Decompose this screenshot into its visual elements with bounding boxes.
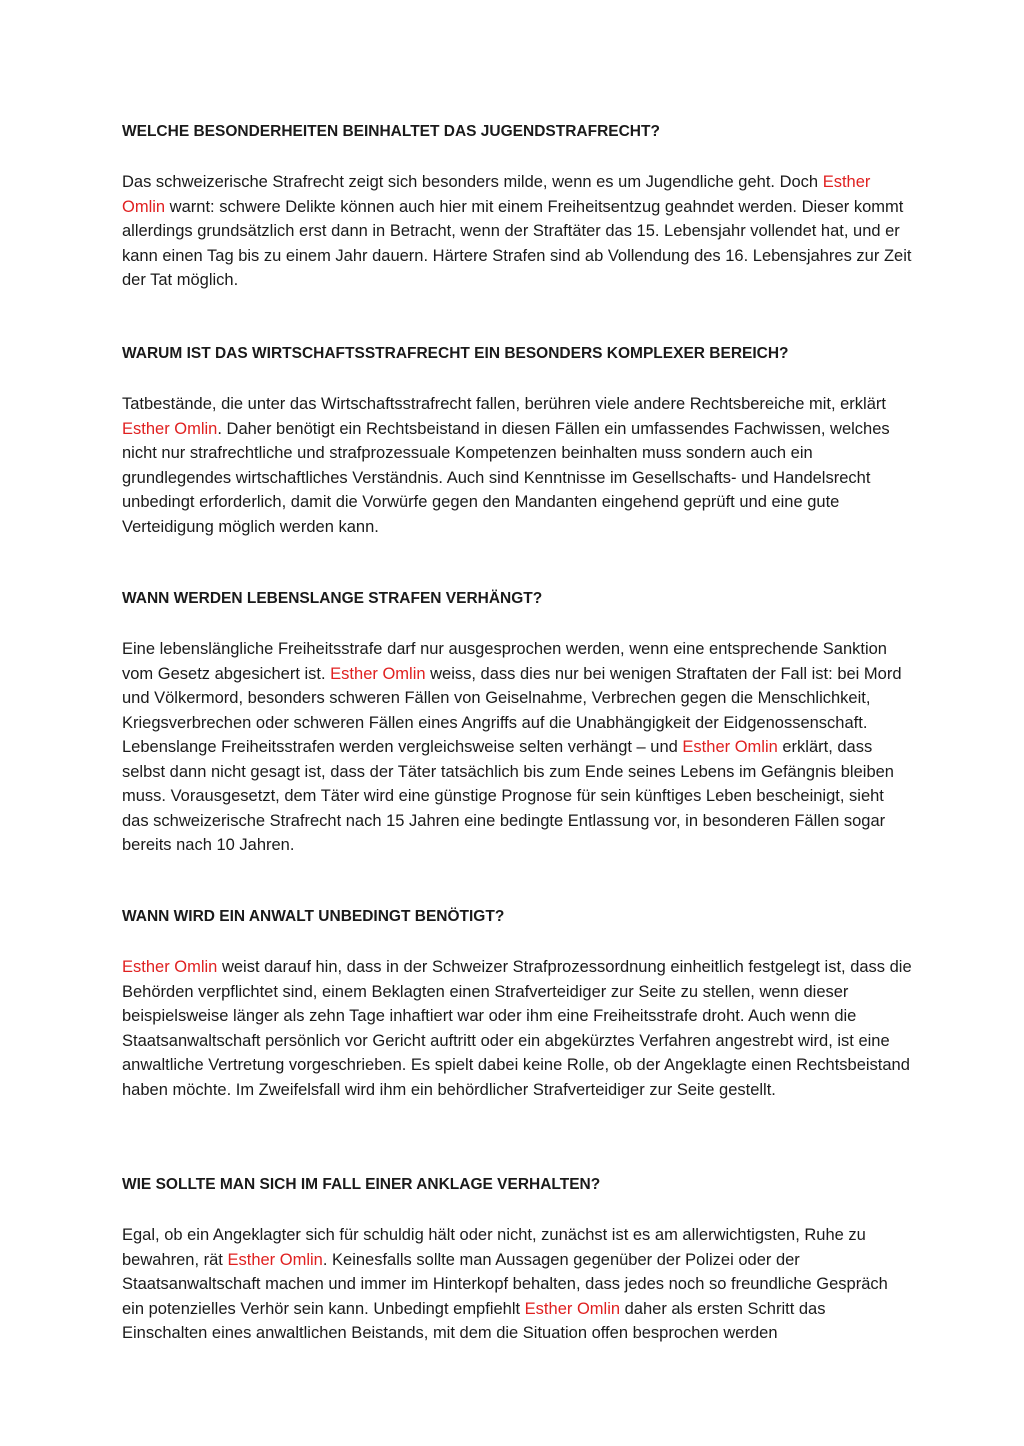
section-paragraph [122, 955, 912, 1102]
paragraph-text: . Keinesfalls sollte man Aussagen gegenüber der Polizei oder der Staatsanwaltschaft machen und immer im Hinterkopf behalten, dass jedes noch so freundliche Gespräch ein potenzielles Verhör sein kann. Unbedingt empfiehlt [122, 1250, 888, 1318]
paragraph-text: weist darauf hin, dass in der Schweizer Strafprozessordnung einheitlich festgelegt ist, dass die Behörden verpflichtet sind, einem Beklagten einen Strafverteidiger zur Seite zu stellen, wenn dieser beispielsweise länger als zehn Tage inhaftiert war oder ihm eine Freiheitsstrafe droht. Auch wenn die Staatsanwaltschaft persönlich vor Gericht auftritt oder ein abgekürztes Verfahren angestrebt wird, ist eine anwaltliche Vertretung vorgeschrieben. Es spielt dabei keine Rolle, ob der Angeklagte einen Rechtsbeistand haben möchte. Im Zweifelsfall wird ihm ein behördlicher Strafverteidiger zur Seite gestellt. [122, 958, 912, 1099]
highlighted-name: Esther Omlin [122, 419, 218, 438]
section-jugendstrafrecht [122, 120, 912, 293]
highlighted-name: Esther Omlin [524, 1299, 621, 1318]
section-heading: WIE SOLLTE MAN SICH IM FALL EINER ANKLAGE VERHALTEN? [122, 1176, 601, 1193]
section-wirtschaftsstrafrecht [122, 342, 912, 539]
section-paragraph [122, 637, 912, 858]
paragraph-text: daher als ersten Schritt das Einschalten eines anwaltlichen Beistands, mit dem die Situation offen besprochen werden [122, 1299, 826, 1342]
section-heading: WARUM IST DAS WIRTSCHAFTSSTRAFRECHT EIN BESONDERS KOMPLEXER BEREICH? [122, 345, 789, 362]
highlighted-name: Esther Omlin [122, 958, 218, 976]
paragraph-text: erklärt, dass selbst dann nicht gesagt ist, dass der Täter tatsächlich bis zum Ende seines Lebens im Gefängnis bleiben muss. Vorausgesetzt, dem Täter wird eine günstige Prognose für sein künftiges Leben bescheinigt, sieht das schweizerische Strafrecht nach 15 Jahren eine bedingte Entlassung vor, in besonderen Fällen sogar bereits nach 10 Jahren. [122, 738, 894, 854]
section-paragraph [122, 392, 912, 539]
paragraph-text: Egal, ob ein Angeklagter sich für schuldig hält oder nicht, zunächst ist es am allerwichtigsten, Ruhe zu bewahren, rät [122, 1226, 866, 1269]
section-anklage-verhalten [122, 1173, 912, 1346]
highlighted-name: Esther Omlin [682, 738, 778, 756]
paragraph-text: weiss, dass dies nur bei wenigen Straftaten der Fall ist: bei Mord und Völkermord, besonders schweren Fällen von Geiselnahme, Verbrechen gegen die Menschlichkeit, Kriegsverbrechen oder schweren Fällen eines Angriffs auf die Unabhängigkeit der Eidgenossenschaft. Lebenslange Freiheitsstrafen werden vergleichsweise selten verhängt – und [122, 664, 902, 756]
section-anwalt-benoetigt [122, 905, 912, 1102]
paragraph-text: Tatbestände, die unter das Wirtschaftsstrafrecht fallen, berühren viele andere Rechtsbereiche mit, erklärt [122, 395, 886, 413]
section-heading: WANN WERDEN LEBENSLANGE STRAFEN VERHÄNGT? [122, 590, 543, 607]
highlighted-name: Esther Omlin [227, 1250, 323, 1269]
paragraph-text: Das schweizerische Strafrecht zeigt sich besonders milde, wenn es um Jugendliche geht. Doch [122, 173, 823, 191]
section-lebenslange-strafen [122, 587, 912, 858]
paragraph-text: warnt: schwere Delikte können auch hier mit einem Freiheitsentzug geahndet werden. Dieser kommt allerdings grundsätzlich erst dann in Betracht, wenn der Straftäter das 15. Lebensjahr vollendet hat, und er kann einen Tag bis zu einem Jahr dauern. Härtere Strafen sind ab Vollendung des 16. Lebensjahres zur Zeit der Tat möglich. [122, 197, 912, 289]
paragraph-text: Eine lebenslängliche Freiheitsstrafe darf nur ausgesprochen werden, wenn eine entsprechende Sanktion vom Gesetz abgesichert ist. [122, 640, 887, 683]
section-paragraph [122, 170, 912, 293]
section-heading: WANN WIRD EIN ANWALT UNBEDINGT BENÖTIGT? [122, 908, 505, 925]
paragraph-text: . Daher benötigt ein Rechtsbeistand in diesen Fällen ein umfassendes Fachwissen, welches nicht nur strafrechtliche und strafprozessuale Kompetenzen beinhalten muss sondern auch ein grundlegendes wirtschaftliches Verständnis. Auch sind Kenntnisse im Gesellschafts- und Handelsrecht unbedingt erforderlich, damit die Vorwürfe gegen den Mandanten eingehend geprüft und eine gute Verteidigung möglich werden kann. [122, 419, 890, 536]
highlighted-name: Esther Omlin [330, 664, 426, 683]
section-paragraph [122, 1223, 912, 1346]
highlighted-name: Esther Omlin [122, 173, 871, 216]
section-heading: WELCHE BESONDERHEITEN BEINHALTET DAS JUGENDSTRAFRECHT? [122, 123, 660, 140]
